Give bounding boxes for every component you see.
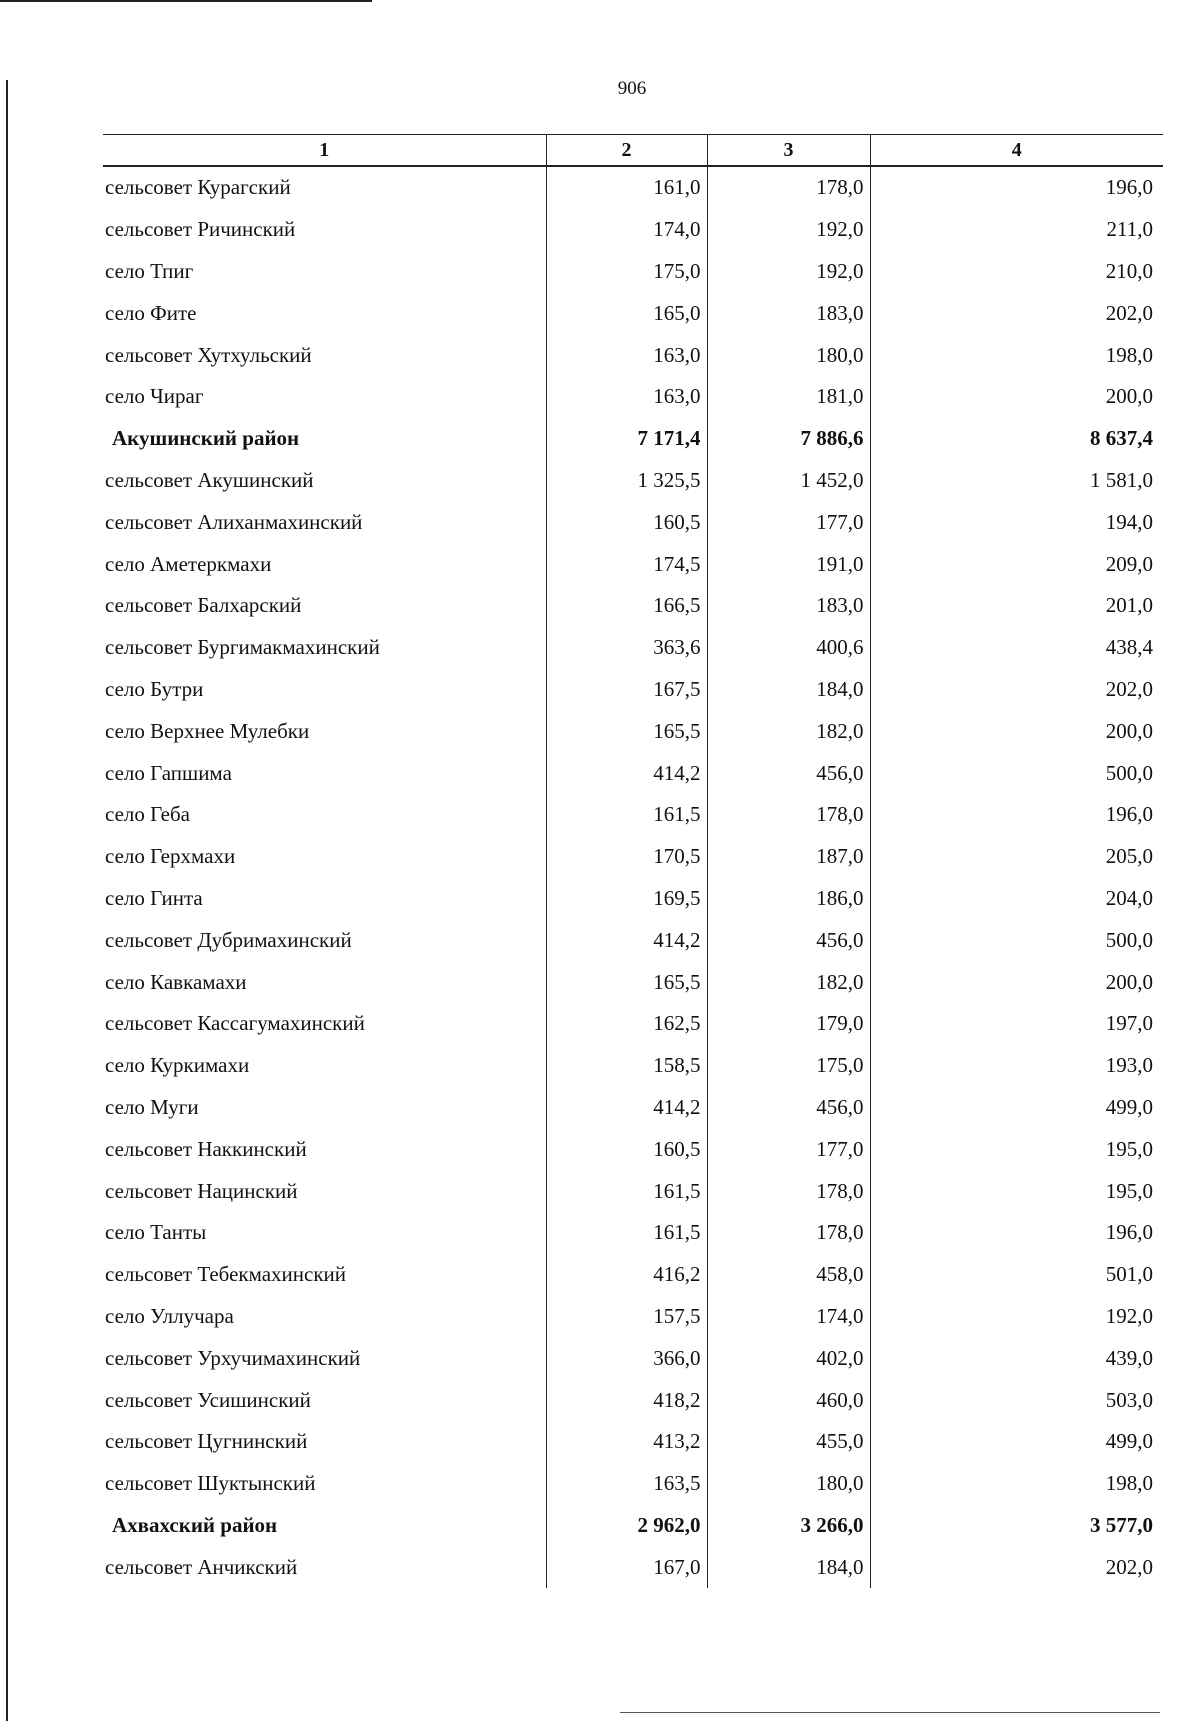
row-value-col2: 161,5 — [546, 794, 707, 836]
row-name-cell: село Геба — [105, 802, 190, 827]
table-body — [103, 166, 1163, 1588]
row-value-col2: 175,0 — [546, 251, 707, 293]
row-value-col4: 438,4 — [870, 627, 1163, 669]
row-value-col2: 7 171,4 — [546, 418, 707, 460]
page-number: 906 — [617, 78, 647, 99]
row-name-cell: село Уллучара — [105, 1303, 234, 1328]
row-value-col3: 178,0 — [707, 166, 870, 209]
table-row — [103, 710, 1163, 752]
row-value-col4: 501,0 — [870, 1254, 1163, 1296]
column-header-3: 3 — [707, 135, 870, 167]
row-name-cell: сельсовет Урхучимахинский — [105, 1345, 361, 1370]
row-name-cell: сельсовет Наккинский — [105, 1136, 307, 1161]
row-value-col3: 400,6 — [707, 627, 870, 669]
row-name-cell: село Фите — [105, 300, 197, 325]
row-value-col4: 196,0 — [870, 1212, 1163, 1254]
row-value-col4: 499,0 — [870, 1087, 1163, 1129]
row-value-col3: 192,0 — [707, 209, 870, 251]
district-row — [103, 1505, 1163, 1547]
row-value-col3: 175,0 — [707, 1045, 870, 1087]
row-value-col3: 402,0 — [707, 1337, 870, 1379]
row-value-col4: 211,0 — [870, 209, 1163, 251]
row-value-col3: 456,0 — [707, 752, 870, 794]
table-row — [103, 627, 1163, 669]
row-value-col2: 418,2 — [546, 1379, 707, 1421]
table-row — [103, 1379, 1163, 1421]
row-name-cell: сельсовет Анчикский — [105, 1554, 298, 1579]
table-row — [103, 1546, 1163, 1588]
row-value-col3: 7 886,6 — [707, 418, 870, 460]
row-value-col4: 1 581,0 — [870, 460, 1163, 502]
row-value-col3: 180,0 — [707, 334, 870, 376]
row-value-col2: 165,5 — [546, 710, 707, 752]
row-name-cell: сельсовет Нацинский — [105, 1178, 298, 1203]
table-row — [103, 919, 1163, 961]
row-value-col4: 201,0 — [870, 585, 1163, 627]
row-value-col2: 165,5 — [546, 961, 707, 1003]
row-value-col2: 161,5 — [546, 1170, 707, 1212]
district-row — [103, 418, 1163, 460]
row-value-col2: 170,5 — [546, 836, 707, 878]
row-value-col2: 2 962,0 — [546, 1505, 707, 1547]
row-value-col4: 197,0 — [870, 1003, 1163, 1045]
column-header-1: 1 — [103, 135, 546, 167]
table-row — [103, 794, 1163, 836]
row-value-col2: 161,5 — [546, 1212, 707, 1254]
row-name-cell: село Аметеркмахи — [105, 551, 272, 576]
row-value-col4: 439,0 — [870, 1337, 1163, 1379]
row-name-cell: сельсовет Курагский — [105, 175, 291, 200]
row-name-cell: сельсовет Бургимакмахинский — [105, 635, 380, 660]
row-value-col3: 178,0 — [707, 1170, 870, 1212]
table-row — [103, 1087, 1163, 1129]
table-row — [103, 501, 1163, 543]
row-value-col2: 160,5 — [546, 1128, 707, 1170]
row-value-col2: 174,5 — [546, 543, 707, 585]
row-name-cell: сельсовет Дубримахинский — [105, 927, 352, 952]
row-value-col2: 366,0 — [546, 1337, 707, 1379]
row-value-col4: 204,0 — [870, 878, 1163, 920]
row-value-col3: 458,0 — [707, 1254, 870, 1296]
row-value-col4: 200,0 — [870, 710, 1163, 752]
table-row — [103, 1045, 1163, 1087]
row-value-col2: 1 325,5 — [546, 460, 707, 502]
row-value-col4: 202,0 — [870, 669, 1163, 711]
scan-edge-bottom — [620, 1712, 1160, 1713]
row-value-col3: 184,0 — [707, 1546, 870, 1588]
table-row — [103, 585, 1163, 627]
table-row — [103, 752, 1163, 794]
table-row — [103, 376, 1163, 418]
row-value-col4: 195,0 — [870, 1170, 1163, 1212]
table-header-row — [103, 135, 1163, 167]
table-row — [103, 251, 1163, 293]
row-value-col3: 179,0 — [707, 1003, 870, 1045]
row-value-col3: 177,0 — [707, 501, 870, 543]
row-value-col2: 161,0 — [546, 166, 707, 209]
row-name-cell: село Гапшима — [105, 760, 232, 785]
row-value-col2: 414,2 — [546, 1087, 707, 1129]
row-value-col2: 160,5 — [546, 501, 707, 543]
column-header-2: 2 — [546, 135, 707, 167]
row-value-col3: 180,0 — [707, 1463, 870, 1505]
row-value-col4: 192,0 — [870, 1296, 1163, 1338]
row-value-col2: 163,0 — [546, 376, 707, 418]
row-value-col4: 500,0 — [870, 919, 1163, 961]
row-value-col2: 416,2 — [546, 1254, 707, 1296]
row-name-cell: сельсовет Усишинский — [105, 1387, 311, 1412]
row-name-cell: сельсовет Акушинский — [105, 467, 314, 492]
table-row — [103, 1463, 1163, 1505]
row-value-col4: 210,0 — [870, 251, 1163, 293]
table-row — [103, 1254, 1163, 1296]
table-row — [103, 878, 1163, 920]
scan-edge-top — [0, 0, 372, 2]
row-value-col2: 414,2 — [546, 752, 707, 794]
table-row — [103, 209, 1163, 251]
row-value-col3: 184,0 — [707, 669, 870, 711]
row-value-col2: 413,2 — [546, 1421, 707, 1463]
row-value-col4: 205,0 — [870, 836, 1163, 878]
row-name-cell: сельсовет Тебекмахинский — [105, 1262, 347, 1287]
row-name-cell: село Верхнее Мулебки — [105, 718, 310, 743]
table-row — [103, 166, 1163, 209]
row-value-col2: 414,2 — [546, 919, 707, 961]
row-value-col2: 363,6 — [546, 627, 707, 669]
row-value-col4: 202,0 — [870, 1546, 1163, 1588]
row-value-col4: 209,0 — [870, 543, 1163, 585]
row-value-col2: 166,5 — [546, 585, 707, 627]
table-row — [103, 292, 1163, 334]
table-row — [103, 543, 1163, 585]
table-row — [103, 836, 1163, 878]
column-header-4: 4 — [870, 135, 1163, 167]
row-value-col2: 165,0 — [546, 292, 707, 334]
row-value-col3: 460,0 — [707, 1379, 870, 1421]
row-value-col3: 178,0 — [707, 794, 870, 836]
row-value-col4: 194,0 — [870, 501, 1163, 543]
row-name-cell: сельсовет Кассагумахинский — [105, 1011, 365, 1036]
table-row — [103, 669, 1163, 711]
table-row — [103, 1170, 1163, 1212]
row-value-col4: 193,0 — [870, 1045, 1163, 1087]
row-value-col2: 163,5 — [546, 1463, 707, 1505]
row-value-col3: 456,0 — [707, 1087, 870, 1129]
row-value-col3: 1 452,0 — [707, 460, 870, 502]
row-name-cell: село Бутри — [105, 676, 204, 701]
row-value-col3: 191,0 — [707, 543, 870, 585]
table-row — [103, 961, 1163, 1003]
row-value-col4: 202,0 — [870, 292, 1163, 334]
row-name-cell: сельсовет Алиханмахинский — [105, 509, 363, 534]
row-value-col3: 186,0 — [707, 878, 870, 920]
table-row — [103, 1128, 1163, 1170]
row-value-col2: 163,0 — [546, 334, 707, 376]
row-name-cell: Акушинский район — [112, 426, 300, 451]
table-row — [103, 1296, 1163, 1338]
row-value-col3: 3 266,0 — [707, 1505, 870, 1547]
row-value-col4: 200,0 — [870, 376, 1163, 418]
row-value-col4: 196,0 — [870, 794, 1163, 836]
table-row — [103, 334, 1163, 376]
data-table — [103, 134, 1163, 1588]
row-value-col3: 181,0 — [707, 376, 870, 418]
row-name-cell: село Тпиг — [105, 258, 194, 283]
row-value-col4: 198,0 — [870, 1463, 1163, 1505]
row-value-col3: 183,0 — [707, 292, 870, 334]
row-value-col3: 192,0 — [707, 251, 870, 293]
row-name-cell: сельсовет Цугнинский — [105, 1429, 308, 1454]
row-value-col4: 3 577,0 — [870, 1505, 1163, 1547]
table-row — [103, 1337, 1163, 1379]
row-name-cell: село Танты — [105, 1220, 207, 1245]
row-value-col2: 167,0 — [546, 1546, 707, 1588]
row-value-col3: 182,0 — [707, 710, 870, 752]
row-value-col3: 178,0 — [707, 1212, 870, 1254]
row-value-col2: 174,0 — [546, 209, 707, 251]
row-value-col3: 177,0 — [707, 1128, 870, 1170]
row-value-col3: 183,0 — [707, 585, 870, 627]
row-value-col2: 169,5 — [546, 878, 707, 920]
row-value-col3: 455,0 — [707, 1421, 870, 1463]
row-name-cell: сельсовет Шуктынский — [105, 1471, 316, 1496]
row-value-col4: 500,0 — [870, 752, 1163, 794]
row-value-col4: 8 637,4 — [870, 418, 1163, 460]
row-name-cell: сельсовет Ричинский — [105, 217, 296, 242]
row-name-cell: сельсовет Балхарский — [105, 593, 302, 618]
row-value-col2: 157,5 — [546, 1296, 707, 1338]
row-name-cell: село Куркимахи — [105, 1053, 250, 1078]
table-row — [103, 1003, 1163, 1045]
row-value-col4: 503,0 — [870, 1379, 1163, 1421]
row-value-col3: 182,0 — [707, 961, 870, 1003]
row-name-cell: село Муги — [105, 1094, 199, 1119]
row-value-col2: 158,5 — [546, 1045, 707, 1087]
row-value-col4: 195,0 — [870, 1128, 1163, 1170]
table-row — [103, 1421, 1163, 1463]
row-value-col3: 456,0 — [707, 919, 870, 961]
row-value-col4: 198,0 — [870, 334, 1163, 376]
row-value-col4: 499,0 — [870, 1421, 1163, 1463]
row-name-cell: село Кавкамахи — [105, 969, 247, 994]
scan-edge-left — [6, 80, 8, 1721]
row-name-cell: Ахвахский район — [112, 1512, 278, 1537]
row-value-col2: 162,5 — [546, 1003, 707, 1045]
row-value-col4: 196,0 — [870, 166, 1163, 209]
row-name-cell: село Гинта — [105, 885, 203, 910]
row-name-cell: сельсовет Хутхульский — [105, 342, 312, 367]
table-row — [103, 1212, 1163, 1254]
table-row — [103, 460, 1163, 502]
row-value-col2: 167,5 — [546, 669, 707, 711]
row-name-cell: село Герхмахи — [105, 844, 236, 869]
row-value-col3: 174,0 — [707, 1296, 870, 1338]
row-name-cell: село Чираг — [105, 384, 204, 409]
row-value-col3: 187,0 — [707, 836, 870, 878]
row-value-col4: 200,0 — [870, 961, 1163, 1003]
